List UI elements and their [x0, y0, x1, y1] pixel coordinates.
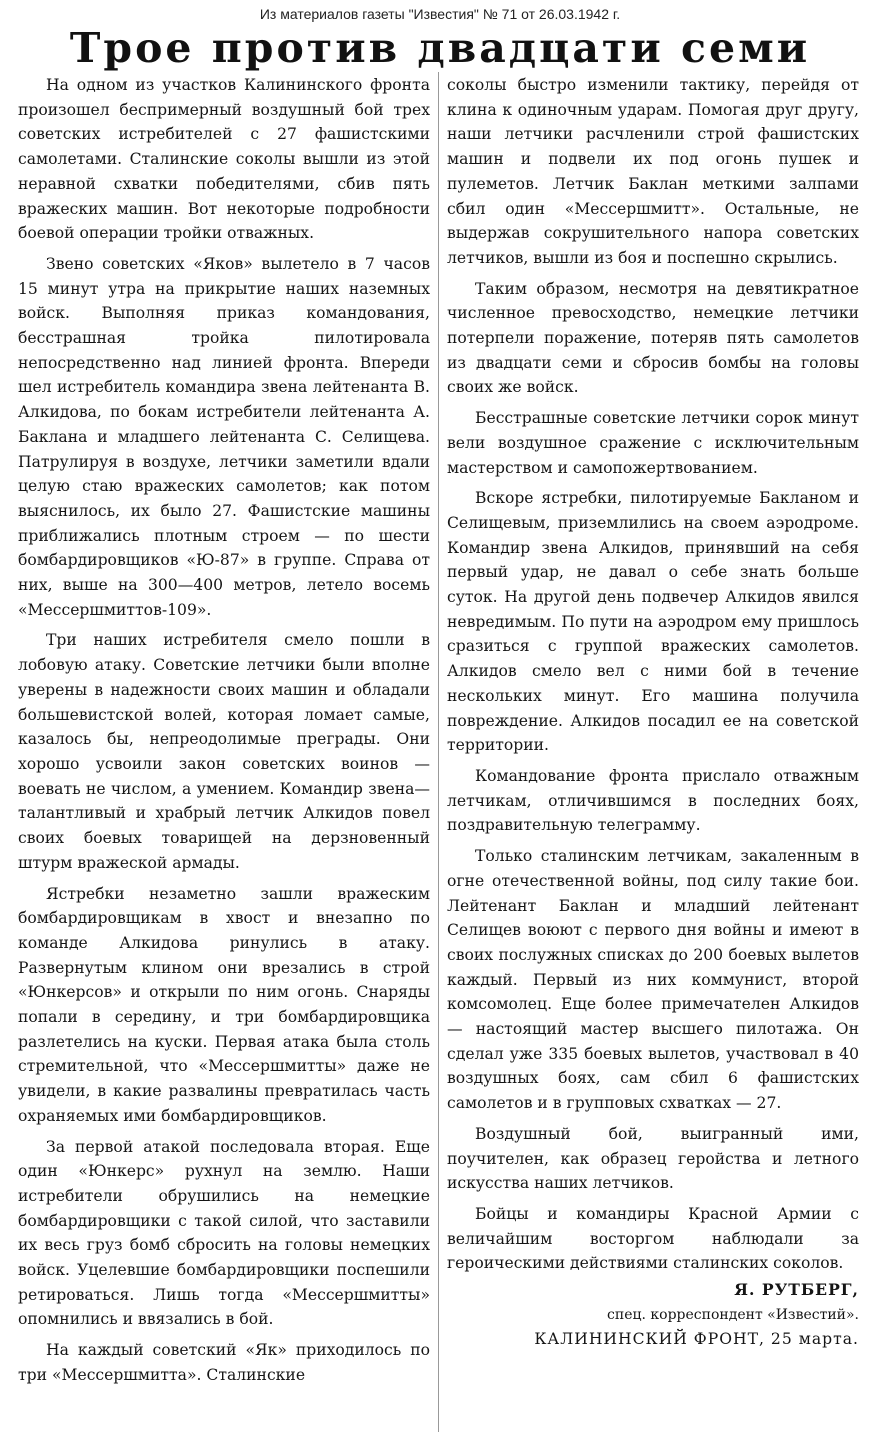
author-role: спец. корреспондент «Известий». — [607, 1306, 859, 1323]
paragraph: Только сталинским летчикам, закаленным в огне отечественной войны, под силу такие бои. Лейтенант Баклан и младший лейтенант Селищев воюют с первого дня войны и имеют в своих послужных списках до 200 боевых вылетов каждый. Первый из них коммунист, второй комсомолец. Еще более примечателен Алкидов — настоящий мастер высшего пилотажа. Он сделал уже 335 боевых вылетов, участвовал в 40 воздушных боях, сам сбил 6 фашистских самолетов и в групповых схватках — 27. — [447, 847, 859, 1113]
paragraph: Три наших истребителя смело пошли в лобовую атаку. Советские летчики были вполне уверены в надежности своих машин и обладали большевистской волей, которая ломает самые, казалось бы, непреодолимые преграды. Они хорошо усвоили закон советских воинов — воевать не числом, а умением. Командир звена—талантливый и храбрый летчик Алкидов повел своих боевых товарищей на дерзновенный штурм вражеской армады. — [18, 631, 430, 872]
left-column — [18, 73, 430, 1388]
paragraph: Таким образом, несмотря на девятикратное численное превосходство, немецкие летчики потерпели поражение, потеряв пять самолетов из двадцати семи и сбросив бомбы на головы своих же войск. — [447, 279, 859, 397]
dateline: КАЛИНИНСКИЙ ФРОНТ, 25 марта. — [534, 1330, 859, 1349]
paragraph: На одном из участков Калининского фронта произошел беспримерный воздушный бой трех советских истребителей с 27 фашистскими самолетами. Сталинские соколы вышли из этой неравной схватки победителями, сбив пять вражеских машин. Вот некоторые подробности боевой операции тройки отважных. — [18, 76, 430, 243]
paragraph: За первой атакой последовала вторая. Еще один «Юнкерс» рухнул на землю. Наши истребители обрушились на немецкие бомбардировщики с такой силой, что заставили их весь груз бомб сбросить на головы немецких войск. Уцелевшие бомбардировщики поспешили ретироваться. Лишь тогда «Мессершмитты» опомнились и ввязались в бой. — [18, 1137, 430, 1329]
paragraph: Бесстрашные советские летчики сорок минут вели воздушное сражение с исключительным мастерством и самопожертвованием. — [447, 409, 859, 477]
paragraph: Вскоре ястребки, пилотируемые Бакланом и Селищевым, приземлились на своем аэродроме. Командир звена Алкидов, принявший на себя первый удар, не давал о себе знать больше суток. На другой день подвечер Алкидов явился невредимым. По пути на аэродром ему пришлось сразиться с группой вражеских самолетов. Алкидов смело вел с ними бой в течение нескольких минут. Его машина получила повреждение. Алкидов посадил ее на советской территории. — [447, 489, 859, 755]
article-headline: Трое против двадцати семи — [69, 24, 811, 72]
paragraph: Командование фронта прислало отважным летчикам, отличившимся в последних боях, поздравительную телеграмму. — [447, 766, 859, 835]
paragraph: На каждый советский «Як» приходилось по три «Мессершмитта». Сталинские — [18, 1341, 430, 1384]
paragraph-continued: соколы быстро изменили тактику, перейдя от клина к одиночным ударам. Помогая друг другу, наши летчики расчленили строй фашистских машин и подвели их под огонь пушек и пулеметов. Летчик Баклан меткими залпами сбил один «Мессершмитт». Остальные, не выдержав сокрушительного напора советских летчиков, вышли из боя и поспешно скрылись. — [447, 76, 859, 267]
source-note: Из материалов газеты "Известия" № 71 от 26.03.1942 г. — [259, 6, 621, 22]
author-name: Я. РУТБЕРГ, — [734, 1280, 859, 1300]
paragraph: Звено советских «Яков» вылетело в 7 часов 15 минут утра на прикрытие наших наземных войск. Выполняя приказ командования, бесстрашная тройка пилотировала непосредственно над линией фронта. Впереди шел истребитель командира звена лейтенанта В. Алкидова, по бокам истребители лейтенанта А. Баклана и младшего лейтенанта С. Селищева. Патрулируя в воздухе, летчики заметили вдали целую стаю вражеских самолетов; как потом выяснилось, их было 27. Фашистские машины приближались плотным строем — по шести бомбардировщиков «Ю-87» в группе. Справа от них, выше на 300—400 метров, летело восемь «Мессершмиттов-109». — [18, 254, 430, 619]
paragraph: Ястребки незаметно зашли вражеским бомбардировщикам в хвост и внезапно по команде Алкидова ринулись в атаку. Развернутым клином они врезались в строй «Юнкерсов» и открыли по ним огонь. Снаряды попали в середину, и три бомбардировщика разлетелись на куски. Первая атака была столь стремительной, что «Мессершмитты» даже не увидели, в какие развалины превратилась часть охраняемых ими бомбардировщиков. — [18, 884, 430, 1125]
paragraph: Бойцы и командиры Красной Армии с величайшим восторгом наблюдали за героическими действиями сталинских соколов. — [447, 1204, 859, 1273]
column-divider — [438, 72, 439, 1432]
paragraph: Воздушный бой, выигранный ими, поучителен, как образец геройства и летного искусства наших летчиков. — [447, 1124, 859, 1193]
right-column — [447, 73, 859, 1352]
